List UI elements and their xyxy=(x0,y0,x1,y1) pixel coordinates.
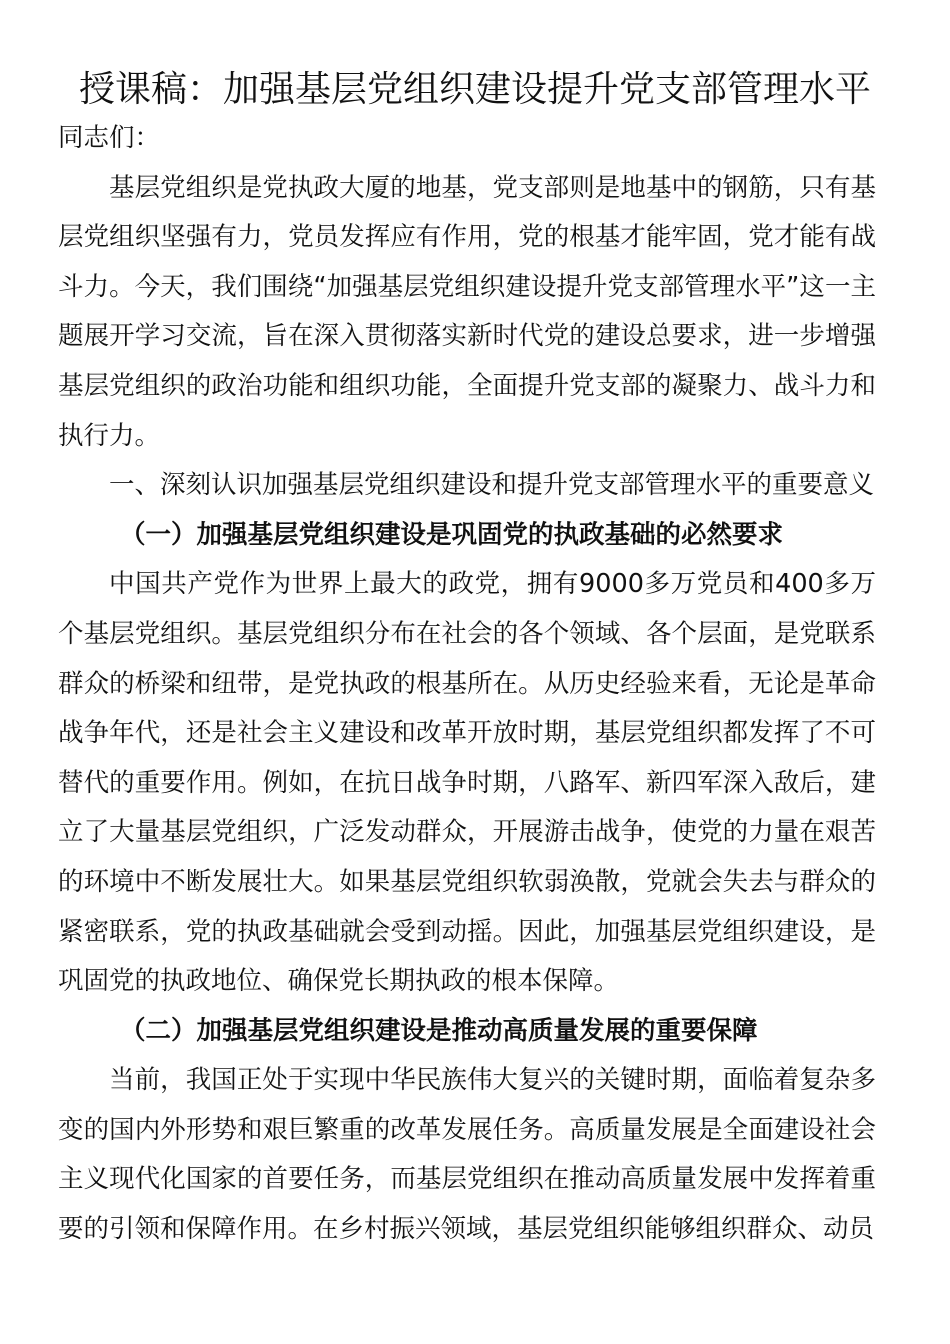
section-heading-1: 一、深刻认识加强基层党组织建设和提升党支部管理水平的重要意义 xyxy=(109,470,875,501)
document-body xyxy=(58,114,876,1255)
intro-paragraph: 基层党组织是党执政大厦的地基，党支部则是地基中的钢筋，只有基层党组织坚强有力，党员发挥应有作用，党的根基才能牢固，党才能有战斗力。今天，我们围绕“加强基层党组织建设提升党支部管理水平”这一主题展开学习交流，旨在深入贯彻落实新时代党的建设总要求，进一步增强基层党组织的政治功能和组织功能，全面提升党支部的凝聚力、战斗力和执行力。 xyxy=(58,172,876,451)
subsection-paragraph-1: 中国共产党作为世界上最大的政党，拥有9000多万党员和400多万个基层党组织。基层党组织分布在社会的各个领域、各个层面，是党联系群众的桥梁和纽带，是党执政的根基所在。从历史经验来看，无论是革命战争年代，还是社会主义建设和改革开放时期，基层党组织都发挥了不可替代的重要作用。例如，在抗日战争时期，八路军、新四军深入敌后，建立了大量基层党组织，广泛发动群众，开展游击战争，使党的力量在艰苦的环境中不断发展壮大。如果基层党组织软弱涣散，党就会失去与群众的紧密联系，党的执政基础就会受到动摇。因此，加强基层党组织建设，是巩固党的执政地位、确保党长期执政的根本保障。 xyxy=(58,569,876,997)
subsection-paragraph-2: 当前，我国正处于实现中华民族伟大复兴的关键时期，面临着复杂多变的国内外形势和艰巨繁重的改革发展任务。高质量发展是全面建设社会主义现代化国家的首要任务，而基层党组织在推动高质量发展中发挥着重要的引领和保障作用。在乡村振兴领域，基层党组织能够组织群众、动员 xyxy=(58,1065,876,1245)
subsection-heading-1: （一）加强基层党组织建设是巩固党的执政基础的必然要求 xyxy=(120,519,784,550)
subsection-heading-2: （二）加强基层党组织建设是推动高质量发展的重要保障 xyxy=(120,1015,758,1046)
salutation: 同志们： xyxy=(58,123,161,153)
document-title: 授课稿：加强基层党组织建设提升党支部管理水平 xyxy=(78,69,871,110)
